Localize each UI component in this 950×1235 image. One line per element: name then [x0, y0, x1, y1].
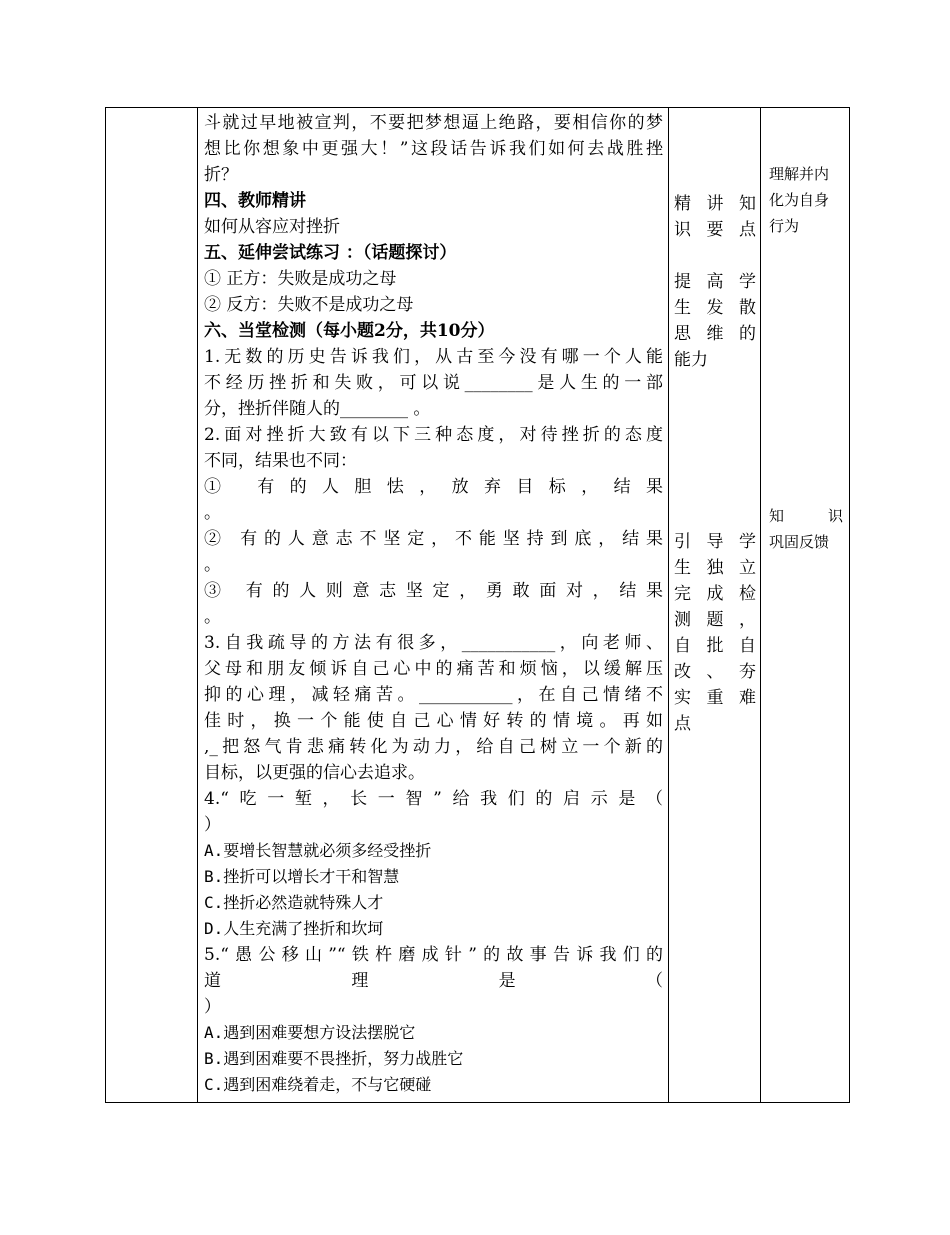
question-line: ② 有的人意志不坚定，不能坚持到底，结果: [204, 529, 663, 549]
question-line: ）: [204, 815, 221, 835]
question-line: ③ 有的人则意志坚定，勇敢面对，结果: [204, 581, 663, 601]
method-text: 能力: [674, 350, 708, 370]
answer-option: C.挫折必然造就特殊人才: [204, 893, 384, 912]
text-line: 如何从容应对挫折: [204, 217, 340, 237]
question-line: ）: [204, 997, 221, 1017]
question-line: 不经历挫折和失败，可以说________是人生的一部: [204, 373, 663, 393]
method-text: 点: [674, 714, 691, 734]
text-line: ① 正方：失败是成功之母: [204, 269, 397, 289]
question-line: 父母和朋友倾诉自己心中的痛苦和烦恼，以缓解压: [204, 659, 663, 679]
question-line: ① 有的人胆怯，放弃目标，结果: [204, 477, 663, 497]
intent-text: 知识: [769, 507, 843, 525]
text-line: ② 反方：失败不是成功之母: [204, 295, 414, 315]
question-line: 。: [204, 607, 221, 627]
lesson-plan-table: [105, 107, 850, 1103]
method-text: 生发散: [674, 298, 756, 318]
answer-option: A.要增长智慧就必须多经受挫折: [204, 841, 432, 860]
question-line: 5.“愚公移山”“铁杵磨成针”的故事告诉我们的: [204, 945, 663, 965]
question-line: 分，挫折伴随人的________ 。: [204, 399, 431, 419]
design-intent-column: [761, 108, 849, 1102]
answer-option: B.挫折可以增长才干和智慧: [204, 867, 400, 886]
question-line: 不同，结果也不同：: [204, 451, 357, 471]
question-line: 抑的心理，减轻痛苦。___________，在自己情绪不: [204, 685, 663, 705]
method-text: 实重难: [674, 688, 756, 708]
question-line: 2.面对挫折大致有以下三种态度，对待挫折的态度: [204, 425, 663, 445]
section-heading: 六、当堂检测（每小题2分，共10分）: [204, 321, 495, 341]
question-line: 目标，以更强的信心去追求。: [204, 763, 425, 783]
section-heading: 四、教师精讲: [204, 191, 306, 211]
question-line: 4.“吃一堑，长一智”给我们的启示是（: [204, 789, 663, 809]
teaching-content-column: [198, 108, 669, 1102]
question-line: 3.自我疏导的方法有很多，___________，向老师、: [204, 633, 663, 653]
question-line: 。: [204, 555, 221, 575]
intent-text: 理解并内: [769, 165, 830, 183]
method-text: 提高学: [674, 272, 756, 292]
method-text: 生独立: [674, 558, 756, 578]
question-line: ,_把怒气肯悲痛转化为动力，给自己树立一个新的: [204, 737, 663, 757]
method-text: 改、夯: [674, 662, 756, 682]
question-line: 佳时，换一个能使自己心情好转的情境。再如: [204, 711, 663, 731]
method-text: 自批自: [674, 636, 756, 656]
intent-text: 行为: [769, 217, 800, 235]
question-line: 道理是（: [204, 971, 663, 991]
method-text: 精讲知: [674, 194, 756, 214]
question-line: 1.无数的历史告诉我们，从古至今没有哪一个人能: [204, 347, 663, 367]
section-heading: 五、延伸尝试练习 ：（话题探讨）: [204, 243, 457, 263]
text-line: 想比你想象中更强大！”这段话告诉我们如何去战胜挫: [204, 139, 663, 159]
answer-option: D.人生充满了挫折和坎坷: [204, 919, 384, 938]
teaching-method-column: [669, 108, 761, 1102]
method-text: 思维的: [674, 324, 756, 344]
answer-option: B.遇到困难要不畏挫折，努力战胜它: [204, 1049, 464, 1068]
answer-option: A.遇到困难要想方设法摆脱它: [204, 1023, 416, 1042]
method-text: 引导学: [674, 532, 756, 552]
method-text: 测题，: [674, 610, 756, 630]
answer-option: C.遇到困难绕着走，不与它硬碰: [204, 1075, 432, 1094]
intent-text: 化为自身: [769, 191, 830, 209]
question-line: 。: [204, 503, 221, 523]
method-text: 识要点: [674, 220, 756, 240]
method-text: 完成检: [674, 584, 756, 604]
text-line: 斗就过早地被宣判，不要把梦想逼上绝路，要相信你的梦: [204, 113, 663, 133]
intent-text: 巩固反馈: [769, 533, 830, 551]
text-line: 折？: [204, 165, 238, 185]
